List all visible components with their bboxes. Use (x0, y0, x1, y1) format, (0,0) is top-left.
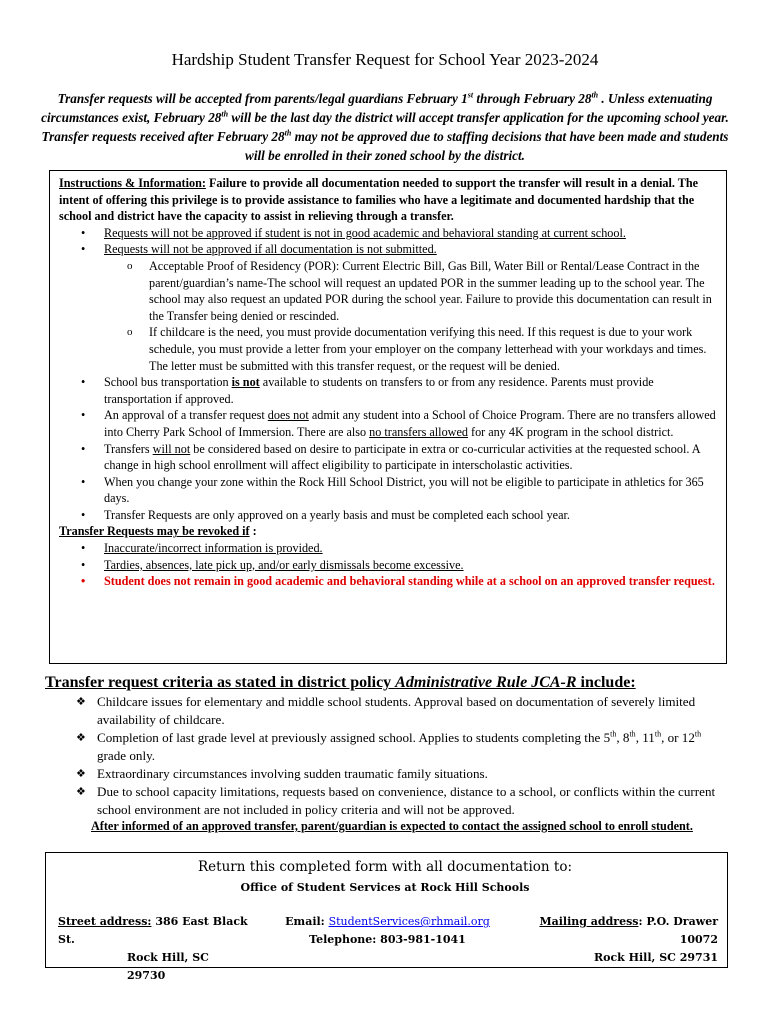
telephone: Telephone: 803-981-1041 (309, 933, 466, 946)
revoke-list (59, 540, 723, 590)
criteria-item: ❖ Due to school capacity limitations, requests based on convenience, distance to a school, or conflicts within the current school environment are not included in policy criteria and will not be approved. (76, 783, 726, 819)
revoke-heading-text: Transfer Requests may be revoked if (59, 524, 250, 539)
criteria-text: Completion of last grade level at previously assigned school. Applies to students completing the 5 (97, 730, 611, 745)
list-item-text: available to students on transfers to or from any residence. Parents must provide transportation if approved. (104, 375, 654, 406)
intro-text: through February 28 (473, 91, 592, 106)
list-item-text: Transfers (104, 441, 153, 456)
criteria-text: , 11 (635, 730, 655, 745)
list-item: • Inaccurate/incorrect information is provided. (59, 540, 723, 557)
list-item-text: for any 4K program in the school district. (467, 424, 674, 439)
list-item (59, 241, 723, 374)
list-item-text: Requests will not be approved if all documentation is not submitted. (104, 242, 437, 257)
list-item (59, 407, 723, 440)
criteria-sup: th (654, 729, 662, 739)
intro-paragraph (40, 89, 730, 165)
mailing-value: : P.O. Drawer 10072 (638, 915, 718, 946)
list-item-text: An approval of a transfer request (104, 408, 268, 423)
list-item: • Transfer Requests are only approved on a yearly basis and must be completed each school year. (59, 507, 723, 524)
criteria-sup: th (694, 729, 702, 739)
list-item-text: School bus transportation (104, 375, 232, 390)
criteria-item: ❖ Childcare issues for elementary and middle school students. Approval based on documentation of severely limited availability of childcare. (76, 693, 726, 729)
instructions-box (49, 170, 727, 664)
instructions-heading: Instructions & Information: (59, 176, 206, 190)
list-item-text: Requests will not be approved if student is not in good academic and behavioral standing at current school. (104, 225, 626, 240)
office-name: Office of Student Services at Rock Hill Schools (240, 881, 530, 894)
intro-text: Transfer requests will be accepted from parents/legal guardians February 1 (57, 91, 468, 106)
criteria-text: grade only. (97, 748, 156, 763)
intro-text: will be the last day the district will accept transfer application for the upcoming school year. Transfer requests received after February 28 (41, 110, 729, 144)
intro-text: may not be approved due to staffing decisions that have been made and students will be enrolled in their zoned school by the district. (245, 129, 729, 163)
list-item: • When you change your zone within the Rock Hill School District, you will not be eligible to participate in athletics for 365 days. (59, 474, 723, 507)
instructions-heading-text: Failure to provide all documentation needed to support the transfer will result in a denial. The intent of offering this privilege is to provide assistance to families who have a legitimate and documented hardship that the school and district have the capacity to assist in relieving through a transfer. (59, 176, 699, 224)
list-item: • Tardies, absences, late pick up, and/or early dismissals become excessive. (59, 557, 723, 574)
street-city: Rock Hill, SC 29730 (127, 951, 209, 982)
email-phone (280, 913, 495, 949)
criteria-sup: th (610, 729, 617, 739)
street-label: Street address: (58, 915, 152, 928)
revoke-colon: : (249, 524, 257, 539)
mailing-label: Mailing address (539, 915, 639, 928)
revoke-heading (59, 523, 723, 540)
intro-sup: th (221, 109, 229, 119)
list-item (59, 374, 723, 407)
street-address (58, 913, 248, 985)
intro-sup: th (591, 90, 599, 100)
page-title: Hardship Student Transfer Request for School Year 2023-2024 (171, 50, 599, 69)
emphasis-text: no transfers allowed (369, 424, 468, 439)
intro-sup: st (467, 90, 474, 100)
documentation-sublist (104, 258, 723, 374)
email-label: Email: (285, 915, 329, 928)
criteria-sup: th (629, 729, 636, 739)
street-value: 386 East Black St. (58, 915, 248, 946)
instructions-intro (59, 175, 723, 225)
enrollment-notice: After informed of an approved transfer, parent/guardian is expected to contact the assigned school to enroll student. (91, 819, 693, 833)
criteria-heading (45, 674, 636, 692)
email-link[interactable]: StudentServices@rhmail.org (328, 915, 490, 928)
sub-list-item: o Acceptable Proof of Residency (POR): Current Electric Bill, Gas Bill, Water Bill or Rental/Lease Contract in the parent/guardian’s name-The school will request an updated POR in the summer leading up to the school year. The school may also request an updated POR during the school year. Failure to provide this documentation can result in the Transfer being denied or rescinded. (59, 258, 723, 324)
sub-list-item: o If childcare is the need, you must provide documentation verifying this need. If this request is due to your work schedule, you must provide a letter from your employer on the company letterhead with your workdays and times. The letter must be submitted with this transfer request, or the request will be denied. (59, 324, 723, 374)
list-item (59, 225, 723, 242)
mailing-address (505, 913, 718, 967)
list-item-text: be considered based on desire to participate in extra or co-curricular activities at the requested school. A change in high school enrollment will affect eligibility to participate in interscholastic activities. (104, 441, 700, 473)
criteria-item (76, 729, 726, 765)
criteria-item: ❖ Extraordinary circumstances involving sudden traumatic family situations. (76, 765, 726, 783)
criteria-text: , or 12 (661, 730, 695, 745)
list-item-text: admit any student into a School of Choice Program. There are no transfers allowed into Cherry Park School of Immersion. There are also (104, 408, 716, 439)
criteria-text: , 8 (616, 730, 630, 745)
instructions-list (59, 225, 723, 524)
emphasis-text: will not (152, 441, 191, 456)
criteria-heading-text: include: (576, 674, 636, 691)
emphasis-text: is not (231, 375, 260, 390)
policy-name: Administrative Rule JCA-R (395, 674, 577, 691)
list-item (59, 441, 723, 474)
criteria-list (76, 693, 726, 819)
intro-text: . Unless extenuating circumstances exist, February 28 (41, 91, 713, 125)
emphasis-text: does not (267, 408, 309, 423)
return-heading: Return this completed form with all documentation to: (197, 859, 573, 875)
list-item-warning: • Student does not remain in good academic and behavioral standing while at a school on an approved transfer request. (59, 573, 723, 590)
mailing-city: Rock Hill, SC 29731 (593, 951, 718, 964)
intro-sup: th (284, 128, 292, 138)
criteria-heading-text: Transfer request criteria as stated in district policy (45, 674, 396, 691)
